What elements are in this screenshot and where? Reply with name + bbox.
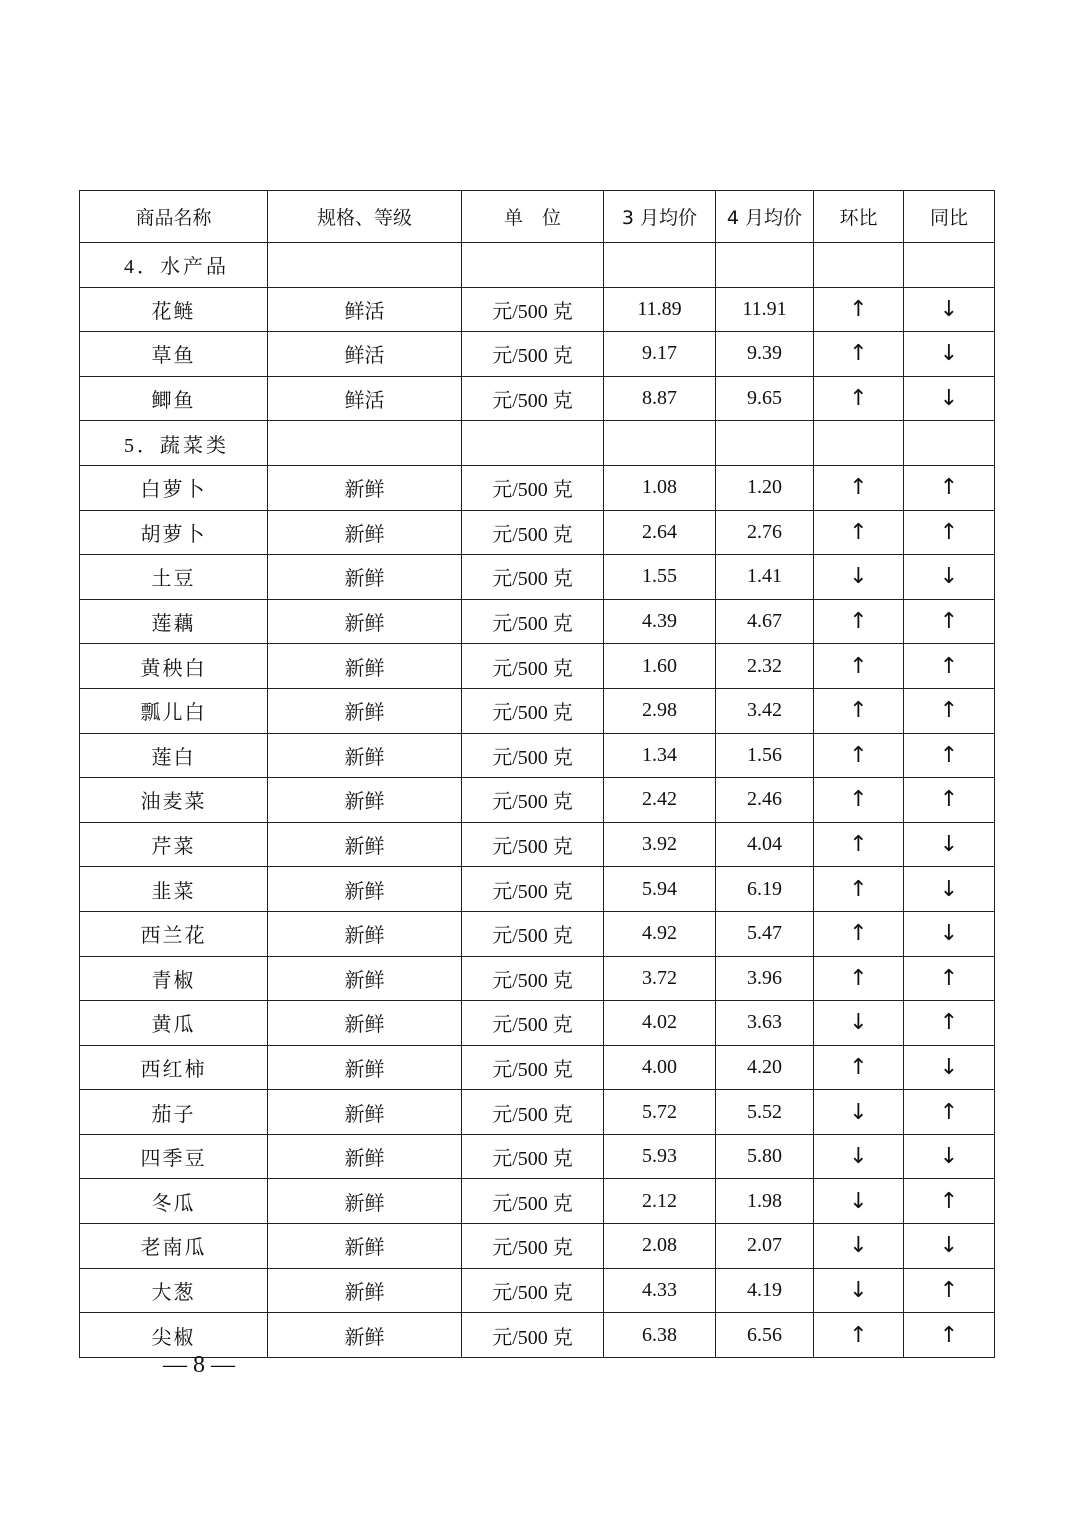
cell-march-price: 6.38: [604, 1313, 716, 1358]
cell-march-price: 11.89: [604, 287, 716, 332]
cell-spec: 新鲜: [268, 822, 462, 867]
cell-april-price: 3.96: [716, 956, 814, 1001]
cell-name: 花鲢: [80, 287, 268, 332]
cell-name: 黄瓜: [80, 1001, 268, 1046]
cell-spec: 新鲜: [268, 867, 462, 912]
cell-year-on-year-arrow: ↑: [904, 1090, 995, 1135]
cell-march-price: 2.12: [604, 1179, 716, 1224]
cell-unit: 元/500 克: [462, 465, 604, 510]
cell-unit: 元/500 克: [462, 867, 604, 912]
section-row: [80, 243, 995, 288]
table-row: [80, 287, 995, 332]
table-row: [80, 1224, 995, 1269]
cell-spec: 新鲜: [268, 1090, 462, 1135]
table-row: [80, 867, 995, 912]
cell-unit: 元/500 克: [462, 1134, 604, 1179]
cell-name: 胡萝卜: [80, 510, 268, 555]
cell-march-price: 5.94: [604, 867, 716, 912]
cell-april-price: 5.80: [716, 1134, 814, 1179]
cell-march-price: 4.92: [604, 911, 716, 956]
cell-month-on-month-arrow: ↑: [814, 867, 904, 912]
column-header-month-on-month: 环比: [814, 191, 904, 243]
cell-march-price: 4.39: [604, 599, 716, 644]
cell-year-on-year-arrow: ↑: [904, 599, 995, 644]
table-row: [80, 1090, 995, 1135]
cell-unit: 元/500 克: [462, 1090, 604, 1135]
cell-unit: 元/500 克: [462, 1268, 604, 1313]
cell-march-price: 2.42: [604, 778, 716, 823]
table-row: [80, 644, 995, 689]
cell-unit: 元/500 克: [462, 1224, 604, 1269]
cell-name: 冬瓜: [80, 1179, 268, 1224]
cell-march-price: 2.08: [604, 1224, 716, 1269]
cell-march-price: 9.17: [604, 332, 716, 377]
cell-month-on-month-arrow: ↑: [814, 778, 904, 823]
cell-unit: 元/500 克: [462, 778, 604, 823]
cell-spec: 新鲜: [268, 778, 462, 823]
empty-cell: [462, 243, 604, 288]
cell-april-price: 5.52: [716, 1090, 814, 1135]
cell-month-on-month-arrow: ↑: [814, 332, 904, 377]
cell-unit: 元/500 克: [462, 510, 604, 555]
section-title: 4．水产品: [80, 243, 268, 288]
cell-name: 鲫鱼: [80, 376, 268, 421]
cell-spec: 新鲜: [268, 911, 462, 956]
cell-spec: 新鲜: [268, 1268, 462, 1313]
table-row: [80, 1134, 995, 1179]
table-row: [80, 1268, 995, 1313]
cell-month-on-month-arrow: ↑: [814, 465, 904, 510]
column-header-april-price: 4 月均价: [716, 191, 814, 243]
cell-unit: 元/500 克: [462, 376, 604, 421]
cell-april-price: 4.20: [716, 1045, 814, 1090]
cell-name: 白萝卜: [80, 465, 268, 510]
cell-spec: 新鲜: [268, 733, 462, 778]
empty-cell: [268, 421, 462, 466]
cell-unit: 元/500 克: [462, 1313, 604, 1358]
cell-name: 老南瓜: [80, 1224, 268, 1269]
column-header-spec: 规格、等级: [268, 191, 462, 243]
cell-name: 青椒: [80, 956, 268, 1001]
cell-april-price: 4.04: [716, 822, 814, 867]
table-row: [80, 332, 995, 377]
cell-unit: 元/500 克: [462, 555, 604, 600]
cell-name: 韭菜: [80, 867, 268, 912]
cell-month-on-month-arrow: ↑: [814, 644, 904, 689]
cell-march-price: 4.02: [604, 1001, 716, 1046]
cell-unit: 元/500 克: [462, 733, 604, 778]
cell-unit: 元/500 克: [462, 911, 604, 956]
cell-april-price: 9.65: [716, 376, 814, 421]
cell-month-on-month-arrow: ↓: [814, 1001, 904, 1046]
empty-cell: [604, 243, 716, 288]
empty-cell: [716, 243, 814, 288]
cell-unit: 元/500 克: [462, 688, 604, 733]
cell-unit: 元/500 克: [462, 644, 604, 689]
cell-spec: 鲜活: [268, 332, 462, 377]
cell-month-on-month-arrow: ↓: [814, 1268, 904, 1313]
cell-year-on-year-arrow: ↑: [904, 510, 995, 555]
table-row: [80, 911, 995, 956]
cell-year-on-year-arrow: ↑: [904, 733, 995, 778]
cell-name: 油麦菜: [80, 778, 268, 823]
cell-march-price: 1.34: [604, 733, 716, 778]
cell-spec: 新鲜: [268, 1001, 462, 1046]
cell-unit: 元/500 克: [462, 1045, 604, 1090]
cell-name: 瓢儿白: [80, 688, 268, 733]
cell-year-on-year-arrow: ↓: [904, 376, 995, 421]
cell-spec: 新鲜: [268, 956, 462, 1001]
cell-april-price: 5.47: [716, 911, 814, 956]
section-row: [80, 421, 995, 466]
table-row: [80, 465, 995, 510]
cell-spec: 鲜活: [268, 376, 462, 421]
cell-name: 茄子: [80, 1090, 268, 1135]
cell-name: 黄秧白: [80, 644, 268, 689]
cell-april-price: 2.07: [716, 1224, 814, 1269]
cell-year-on-year-arrow: ↑: [904, 956, 995, 1001]
cell-spec: 新鲜: [268, 465, 462, 510]
cell-name: 尖椒: [80, 1313, 268, 1358]
cell-march-price: 2.98: [604, 688, 716, 733]
cell-spec: 新鲜: [268, 1224, 462, 1269]
cell-march-price: 8.87: [604, 376, 716, 421]
cell-spec: 新鲜: [268, 1179, 462, 1224]
cell-year-on-year-arrow: ↑: [904, 688, 995, 733]
cell-april-price: 4.67: [716, 599, 814, 644]
cell-spec: 新鲜: [268, 688, 462, 733]
cell-year-on-year-arrow: ↑: [904, 1313, 995, 1358]
table-row: [80, 1001, 995, 1046]
cell-year-on-year-arrow: ↓: [904, 287, 995, 332]
column-header-march-price: 3 月均价: [604, 191, 716, 243]
cell-name: 西红柿: [80, 1045, 268, 1090]
cell-april-price: 6.56: [716, 1313, 814, 1358]
table-body: [80, 243, 995, 1358]
cell-spec: 新鲜: [268, 1134, 462, 1179]
cell-unit: 元/500 克: [462, 822, 604, 867]
column-header-unit: 单 位: [462, 191, 604, 243]
cell-name: 四季豆: [80, 1134, 268, 1179]
cell-unit: 元/500 克: [462, 599, 604, 644]
cell-spec: 新鲜: [268, 599, 462, 644]
cell-year-on-year-arrow: ↓: [904, 1134, 995, 1179]
cell-year-on-year-arrow: ↑: [904, 1001, 995, 1046]
cell-month-on-month-arrow: ↓: [814, 1179, 904, 1224]
cell-unit: 元/500 克: [462, 287, 604, 332]
cell-month-on-month-arrow: ↑: [814, 956, 904, 1001]
header-row: [80, 191, 995, 243]
cell-month-on-month-arrow: ↑: [814, 911, 904, 956]
cell-name: 土豆: [80, 555, 268, 600]
empty-cell: [814, 421, 904, 466]
cell-march-price: 3.72: [604, 956, 716, 1001]
cell-name: 西兰花: [80, 911, 268, 956]
cell-month-on-month-arrow: ↑: [814, 1045, 904, 1090]
table-row: [80, 1313, 995, 1358]
cell-year-on-year-arrow: ↓: [904, 1045, 995, 1090]
cell-march-price: 1.08: [604, 465, 716, 510]
cell-april-price: 1.56: [716, 733, 814, 778]
cell-month-on-month-arrow: ↑: [814, 822, 904, 867]
cell-april-price: 2.76: [716, 510, 814, 555]
cell-spec: 新鲜: [268, 510, 462, 555]
cell-march-price: 4.33: [604, 1268, 716, 1313]
empty-cell: [716, 421, 814, 466]
cell-spec: 新鲜: [268, 555, 462, 600]
cell-year-on-year-arrow: ↑: [904, 1268, 995, 1313]
column-header-name: 商品名称: [80, 191, 268, 243]
cell-march-price: 2.64: [604, 510, 716, 555]
table-row: [80, 376, 995, 421]
cell-month-on-month-arrow: ↑: [814, 1313, 904, 1358]
cell-april-price: 2.46: [716, 778, 814, 823]
table-row: [80, 510, 995, 555]
cell-month-on-month-arrow: ↑: [814, 688, 904, 733]
cell-april-price: 3.42: [716, 688, 814, 733]
cell-year-on-year-arrow: ↓: [904, 555, 995, 600]
page-number: — 8 —: [163, 1352, 235, 1378]
table-row: [80, 1179, 995, 1224]
cell-month-on-month-arrow: ↓: [814, 1134, 904, 1179]
cell-spec: 新鲜: [268, 644, 462, 689]
empty-cell: [268, 243, 462, 288]
cell-unit: 元/500 克: [462, 956, 604, 1001]
cell-april-price: 1.20: [716, 465, 814, 510]
cell-month-on-month-arrow: ↓: [814, 1224, 904, 1269]
table-row: [80, 1045, 995, 1090]
cell-march-price: 5.93: [604, 1134, 716, 1179]
cell-april-price: 4.19: [716, 1268, 814, 1313]
cell-year-on-year-arrow: ↑: [904, 465, 995, 510]
table-row: [80, 822, 995, 867]
table-row: [80, 688, 995, 733]
cell-april-price: 3.63: [716, 1001, 814, 1046]
cell-april-price: 11.91: [716, 287, 814, 332]
cell-month-on-month-arrow: ↑: [814, 376, 904, 421]
table-row: [80, 733, 995, 778]
table-row: [80, 599, 995, 644]
cell-spec: 鲜活: [268, 287, 462, 332]
cell-year-on-year-arrow: ↑: [904, 1179, 995, 1224]
empty-cell: [604, 421, 716, 466]
section-title: 5．蔬菜类: [80, 421, 268, 466]
cell-march-price: 1.60: [604, 644, 716, 689]
cell-month-on-month-arrow: ↑: [814, 733, 904, 778]
table-row: [80, 555, 995, 600]
price-table: [79, 190, 995, 1358]
empty-cell: [462, 421, 604, 466]
cell-march-price: 4.00: [604, 1045, 716, 1090]
cell-spec: 新鲜: [268, 1313, 462, 1358]
cell-month-on-month-arrow: ↑: [814, 287, 904, 332]
cell-spec: 新鲜: [268, 1045, 462, 1090]
cell-unit: 元/500 克: [462, 1001, 604, 1046]
cell-unit: 元/500 克: [462, 332, 604, 377]
cell-april-price: 1.41: [716, 555, 814, 600]
cell-name: 莲白: [80, 733, 268, 778]
cell-month-on-month-arrow: ↑: [814, 510, 904, 555]
cell-year-on-year-arrow: ↓: [904, 822, 995, 867]
empty-cell: [904, 421, 995, 466]
empty-cell: [904, 243, 995, 288]
cell-march-price: 3.92: [604, 822, 716, 867]
cell-name: 芹菜: [80, 822, 268, 867]
cell-year-on-year-arrow: ↑: [904, 778, 995, 823]
cell-name: 草鱼: [80, 332, 268, 377]
cell-april-price: 9.39: [716, 332, 814, 377]
cell-march-price: 1.55: [604, 555, 716, 600]
cell-month-on-month-arrow: ↑: [814, 599, 904, 644]
cell-april-price: 2.32: [716, 644, 814, 689]
table-row: [80, 956, 995, 1001]
cell-month-on-month-arrow: ↓: [814, 555, 904, 600]
cell-year-on-year-arrow: ↓: [904, 1224, 995, 1269]
cell-april-price: 1.98: [716, 1179, 814, 1224]
cell-year-on-year-arrow: ↑: [904, 644, 995, 689]
cell-name: 莲藕: [80, 599, 268, 644]
cell-april-price: 6.19: [716, 867, 814, 912]
cell-year-on-year-arrow: ↓: [904, 911, 995, 956]
column-header-year-on-year: 同比: [904, 191, 995, 243]
cell-march-price: 5.72: [604, 1090, 716, 1135]
cell-month-on-month-arrow: ↓: [814, 1090, 904, 1135]
cell-unit: 元/500 克: [462, 1179, 604, 1224]
cell-year-on-year-arrow: ↓: [904, 867, 995, 912]
cell-year-on-year-arrow: ↓: [904, 332, 995, 377]
cell-name: 大葱: [80, 1268, 268, 1313]
empty-cell: [814, 243, 904, 288]
table-row: [80, 778, 995, 823]
